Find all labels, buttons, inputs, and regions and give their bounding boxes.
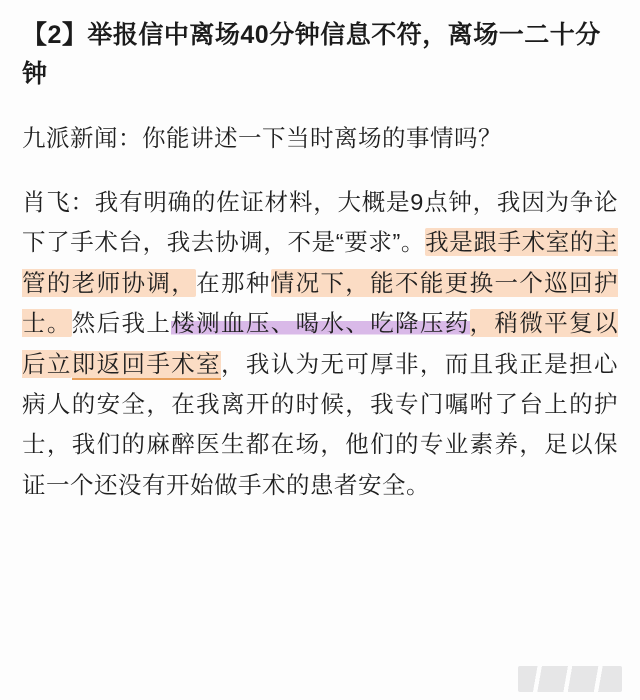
answer-segment-1-highlight: 我是跟手术室的主管的老师协调， [22,229,618,296]
answer-segment-0: 肖飞：我有明确的佐证材料，大概是9点钟，我因为争论下了手术台，我去协调，不是“要求”。 [22,188,618,256]
answer-segment-6-highlight: ，稍微平复以后立 [22,310,619,377]
answer-segment-3-highlight: 情况下，能不能更换一个巡回护士。 [22,269,619,337]
answer-segment-8: ，我认为无可厚非，而且我正是担心病人的安全，在我离开的时候，我专门嘱咐了台上的护士，我们的麻醉医生都在场，他们的专业素养，足以保证一个还没有开始做手术的患者安全。 [22,350,619,498]
answer-segment-7-highlight: 即返回手术室 [72,351,221,380]
watermark-overlay [518,666,622,692]
interview-question: 九派新闻：你能讲述一下当时离场的事情吗？ [22,124,502,151]
answer-segment-5-highlight: 楼测血压、喝水、吃降压药 [171,310,470,337]
interview-answer [22,182,618,505]
page-title: 【2】举报信中离场40分钟信息不符，离场一二十分钟 [22,21,601,88]
answer-segment-2: 在那种 [196,269,271,296]
answer-segment-4: 然后我上 [71,310,172,337]
